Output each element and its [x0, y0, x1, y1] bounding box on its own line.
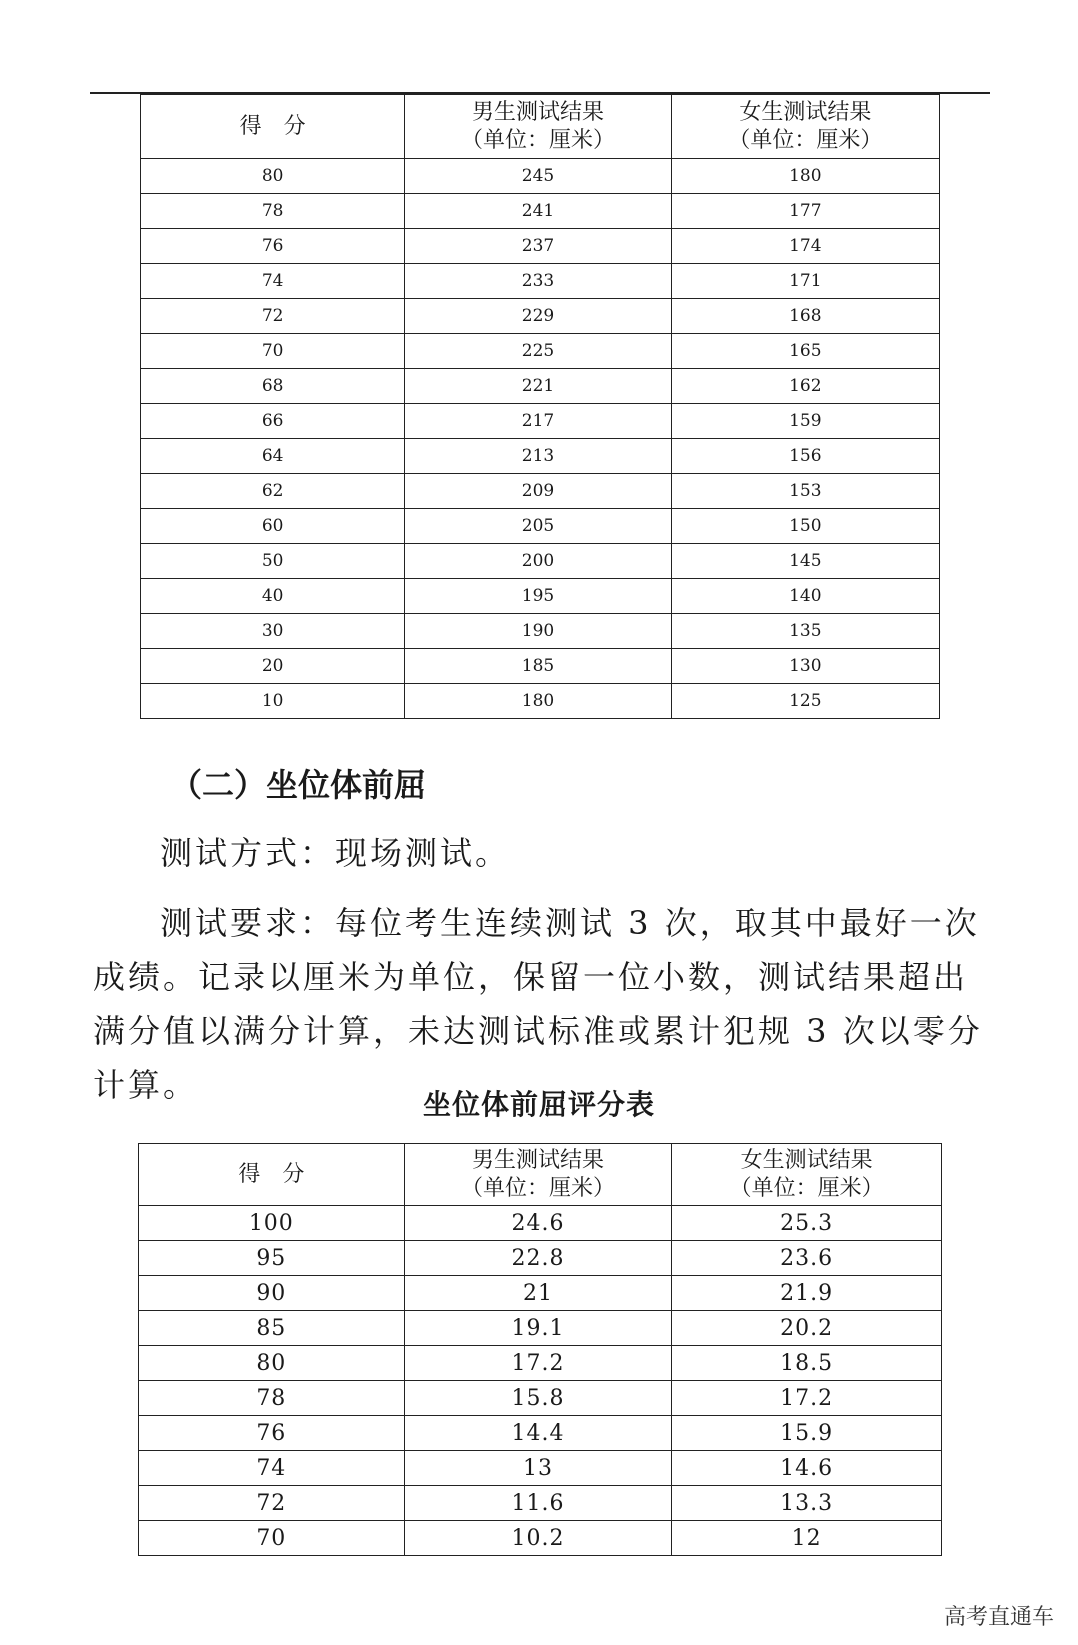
table-row [141, 369, 940, 404]
table-row [141, 334, 940, 369]
table-row [141, 579, 940, 614]
cell-female: 171 [671, 264, 939, 299]
test-method-text: 测试方式：现场测试。 [160, 834, 511, 872]
table-title: 坐位体前屈评分表 [422, 1088, 655, 1121]
cell-female: 17.2 [672, 1381, 942, 1416]
cell-male: 185 [405, 649, 671, 684]
table-row [141, 404, 940, 439]
test-method-paragraph [93, 826, 993, 880]
cell-score: 68 [141, 369, 405, 404]
table-row [141, 439, 940, 474]
cell-score: 72 [141, 299, 405, 334]
header-male [404, 1144, 672, 1206]
cell-score: 85 [139, 1311, 405, 1346]
cell-male: 13 [404, 1451, 672, 1486]
table-row [139, 1521, 942, 1556]
cell-score: 10 [141, 684, 405, 719]
header-female-line1: 女生测试结果 [740, 1147, 873, 1173]
cell-score: 70 [139, 1521, 405, 1556]
table-row [139, 1311, 942, 1346]
sit-and-reach-score-table [138, 1143, 942, 1556]
cell-score: 64 [141, 439, 405, 474]
cell-female: 20.2 [672, 1311, 942, 1346]
cell-male: 11.6 [404, 1486, 672, 1521]
cell-male: 213 [405, 439, 671, 474]
table-row [139, 1381, 942, 1416]
cell-score: 50 [141, 544, 405, 579]
section-heading: （二）坐位体前屈 [170, 766, 427, 804]
cell-female: 25.3 [672, 1206, 942, 1241]
cell-score: 20 [141, 649, 405, 684]
cell-male: 10.2 [404, 1521, 672, 1556]
table-row [139, 1451, 942, 1486]
cell-score: 80 [139, 1346, 405, 1381]
table-row [139, 1486, 942, 1521]
table-row [141, 264, 940, 299]
cell-score: 78 [141, 194, 405, 229]
cell-score: 30 [141, 614, 405, 649]
cell-female: 174 [671, 229, 939, 264]
table-row [141, 614, 940, 649]
cell-male: 19.1 [404, 1311, 672, 1346]
cell-male: 217 [405, 404, 671, 439]
cell-score: 62 [141, 474, 405, 509]
cell-male: 245 [405, 159, 671, 194]
standing-jump-score-table [140, 94, 940, 719]
header-male-line1: 男生测试结果 [471, 99, 604, 125]
cell-male: 22.8 [404, 1241, 672, 1276]
cell-score: 40 [141, 579, 405, 614]
cell-female: 140 [671, 579, 939, 614]
header-female [672, 1144, 942, 1206]
header-male-line2: （单位：厘米） [460, 1175, 615, 1201]
cell-male: 200 [405, 544, 671, 579]
header-male-line2: （单位：厘米） [460, 127, 615, 153]
table-row [139, 1206, 942, 1241]
cell-score: 95 [139, 1241, 405, 1276]
cell-female: 130 [671, 649, 939, 684]
cell-female: 15.9 [672, 1416, 942, 1451]
cell-score: 72 [139, 1486, 405, 1521]
cell-male: 24.6 [404, 1206, 672, 1241]
header-female-line1: 女生测试结果 [739, 99, 872, 125]
cell-female: 168 [671, 299, 939, 334]
header-male [405, 95, 671, 159]
header-score: 得 分 [141, 95, 405, 159]
header-score: 得 分 [139, 1144, 405, 1206]
header-female-line2: （单位：厘米） [728, 127, 883, 153]
table-row [139, 1276, 942, 1311]
cell-score: 74 [139, 1451, 405, 1486]
table-row [139, 1241, 942, 1276]
cell-female: 12 [672, 1521, 942, 1556]
cell-female: 135 [671, 614, 939, 649]
cell-female: 177 [671, 194, 939, 229]
cell-male: 21 [404, 1276, 672, 1311]
cell-female: 165 [671, 334, 939, 369]
cell-female: 18.5 [672, 1346, 942, 1381]
cell-male: 209 [405, 474, 671, 509]
test-requirement-paragraph [93, 896, 993, 1112]
header-female [671, 95, 939, 159]
cell-male: 14.4 [404, 1416, 672, 1451]
cell-female: 145 [671, 544, 939, 579]
cell-score: 66 [141, 404, 405, 439]
cell-male: 195 [405, 579, 671, 614]
cell-male: 190 [405, 614, 671, 649]
cell-score: 78 [139, 1381, 405, 1416]
cell-male: 237 [405, 229, 671, 264]
table-row [141, 229, 940, 264]
cell-female: 21.9 [672, 1276, 942, 1311]
cell-score: 80 [141, 159, 405, 194]
test-requirement-text: 测试要求：每位考生连续测试 3 次，取其中最好一次成绩。记录以厘米为单位，保留一位小数，测试结果超出满分值以满分计算，未达测试标准或累计犯规 3 次以零分计算。 [93, 904, 983, 1104]
cell-score: 90 [139, 1276, 405, 1311]
cell-female: 13.3 [672, 1486, 942, 1521]
cell-female: 125 [671, 684, 939, 719]
cell-female: 156 [671, 439, 939, 474]
cell-male: 229 [405, 299, 671, 334]
cell-male: 15.8 [404, 1381, 672, 1416]
table-header-row [141, 95, 940, 159]
cell-score: 74 [141, 264, 405, 299]
cell-score: 76 [141, 229, 405, 264]
watermark: 高考直通车 [943, 1605, 1054, 1630]
table-row [141, 509, 940, 544]
cell-male: 225 [405, 334, 671, 369]
cell-female: 150 [671, 509, 939, 544]
cell-score: 76 [139, 1416, 405, 1451]
cell-male: 180 [405, 684, 671, 719]
cell-female: 180 [671, 159, 939, 194]
cell-female: 162 [671, 369, 939, 404]
cell-male: 17.2 [404, 1346, 672, 1381]
table-row [141, 159, 940, 194]
table-row [141, 544, 940, 579]
table-row [141, 649, 940, 684]
cell-female: 159 [671, 404, 939, 439]
cell-male: 241 [405, 194, 671, 229]
table-header-row [139, 1144, 942, 1206]
cell-male: 233 [405, 264, 671, 299]
cell-score: 70 [141, 334, 405, 369]
table-row [139, 1346, 942, 1381]
cell-male: 205 [405, 509, 671, 544]
cell-female: 153 [671, 474, 939, 509]
table-row [141, 194, 940, 229]
cell-female: 23.6 [672, 1241, 942, 1276]
cell-score: 100 [139, 1206, 405, 1241]
table-row [141, 474, 940, 509]
cell-female: 14.6 [672, 1451, 942, 1486]
cell-score: 60 [141, 509, 405, 544]
cell-male: 221 [405, 369, 671, 404]
table-row [141, 684, 940, 719]
header-female-line2: （单位：厘米） [729, 1175, 884, 1201]
header-male-line1: 男生测试结果 [471, 1147, 604, 1173]
table-row [141, 299, 940, 334]
table-row [139, 1416, 942, 1451]
